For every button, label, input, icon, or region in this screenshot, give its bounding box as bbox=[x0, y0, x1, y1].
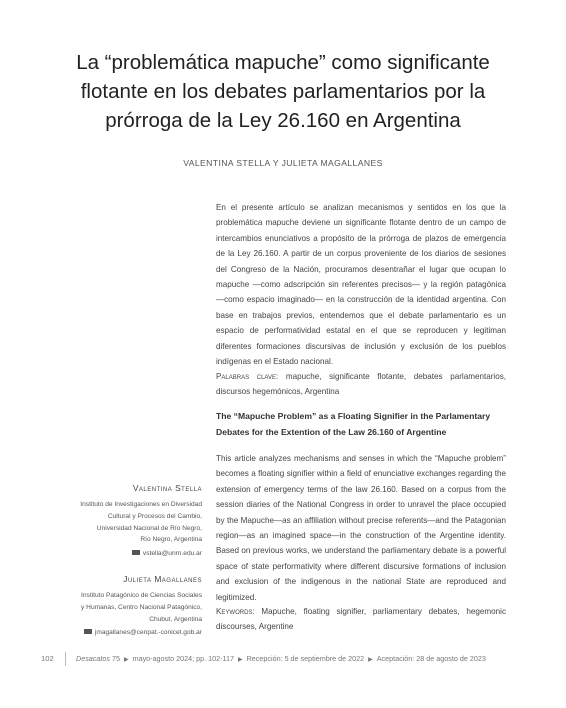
author-email-row bbox=[32, 550, 202, 557]
title-line: La “problemática mapuche” como significante bbox=[76, 51, 490, 74]
author-email[interactable]: vstella@unrn.edu.ar bbox=[142, 550, 202, 558]
affiliation-stella bbox=[32, 483, 202, 557]
author-institution bbox=[32, 590, 202, 625]
page-number: 102 bbox=[41, 653, 54, 663]
journal-name: Desacatos bbox=[76, 653, 110, 663]
author-email-row bbox=[32, 629, 202, 636]
institution-line: y Humanas, Centro Nacional Patagónico, bbox=[81, 603, 202, 611]
envelope-icon bbox=[132, 550, 140, 556]
footer-divider bbox=[65, 652, 66, 666]
title-line: prórroga de la Ley 26.160 en Argentina bbox=[105, 109, 461, 132]
received-date: Recepción: 5 de septiembre de 2022 bbox=[246, 653, 365, 663]
accepted-date: Aceptación: 28 de agosto de 2023 bbox=[376, 653, 486, 663]
institution-line: Chubut, Argentina bbox=[149, 615, 202, 623]
institution-line: Universidad Nacional de Río Negro, bbox=[96, 524, 202, 532]
author-email[interactable]: jmagallanes@cenpat.-conicet.gob.ar bbox=[94, 629, 202, 637]
issue-dates: mayo-agosto 2024 bbox=[132, 653, 193, 663]
abstract-spanish-text: En el presente artículo se analizan mecanismos y sentidos en los que la problemática mapuche deviene un significante flotante dentro de un campo de intercambios enunciativos a propósito de la prórroga de plazos de emergencia de la Ley 26.160. A partir de un corpus proveniente de los diarios de sesiones del Congreso de la Nación, procuramos desentrañar el lugar que ocupan lo mapuche —como adscripción sin referentes precisos— y la región patagónica —como espacio imaginado— en la construcción de la identidad argentina. Con base en trabajos previos, entendemos que el debate parlamentario es un espacio de performatividad estatal en el que se reproducen y legitiman diferentes formaciones discursivas de inclusión y exclusión de los pueblos indígenas en el Estado nacional. bbox=[216, 203, 506, 367]
keywords-spanish-text: mapuche, significante flotante, debates parlamentarios, discursos hegemónicos, Argentina bbox=[216, 372, 506, 397]
triangle-bullet-icon: ▶ bbox=[237, 656, 243, 663]
keywords-spanish bbox=[216, 369, 506, 399]
authors-line: VALENTINA STELLA Y JULIETA MAGALLANES bbox=[183, 158, 383, 168]
article-title bbox=[40, 48, 526, 135]
author-name: Valentina Stella bbox=[132, 483, 202, 493]
institution-line: Instituto de Investigaciones en Diversidad bbox=[80, 501, 202, 508]
keywords-english-text: Mapuche, floating signifier, parliamentary debates, hegemonic discourses, Argentine bbox=[216, 607, 507, 632]
envelope-icon bbox=[84, 629, 92, 635]
journal-issue: 75 bbox=[111, 653, 120, 663]
page-footer: 102 Desacatos 75 ▶ mayo-agosto 2024; pp. 102-117 ▶ Recepción: 5 de septiembre de 2022 ▶ Aceptación: 28 de agosto de 2023 bbox=[41, 652, 541, 666]
author-name: Julieta Magallanes bbox=[123, 574, 202, 584]
abstract-english bbox=[216, 451, 506, 605]
triangle-bullet-icon: ▶ bbox=[368, 656, 373, 663]
keywords-spanish-label: Palabras clave: bbox=[216, 372, 279, 381]
abstract-english-text: This article analyzes mechanisms and senses in which the “Mapuche problem” becomes a floating signifier within a field of enunciative exchanges regarding the extension of emergency terms of the law 26.160. Based on a corpus from the session diaries of the National Congress in order to unravel the place occupied by the Mapuche—as an affiliation without precise referents—and the Patagonian region—as an imagined space—in the construction of the Argentine identity. Based on previous works, we understand the parliamentary debate is a powerful space of state performativity where different discursive formations of inclusion and exclusion of the indigenous in the national State are reproduced and legitimized. bbox=[216, 454, 506, 602]
keywords-english bbox=[216, 604, 506, 634]
title-line: flotante en los debates parlamentarios por la bbox=[80, 80, 486, 103]
english-title: The “Mapuche Problem” as a Floating Signifier in the Parlamentary Debates for the Extention of the Law 26.160 of Argentine bbox=[216, 411, 491, 437]
institution-line: Instituto Patagónico de Ciencias Sociales bbox=[81, 592, 202, 599]
triangle-bullet-icon: ▶ bbox=[123, 656, 129, 663]
page-range: pp. 102-117 bbox=[196, 653, 234, 663]
institution-line: Cultural y Procesos del Cambio, bbox=[107, 512, 202, 520]
affiliation-magallanes bbox=[32, 574, 202, 636]
abstract-spanish bbox=[216, 200, 506, 369]
institution-line: Río Negro, Argentina bbox=[140, 536, 202, 544]
author-institution bbox=[32, 499, 202, 546]
keywords-english-label: Keywords: bbox=[216, 607, 255, 616]
